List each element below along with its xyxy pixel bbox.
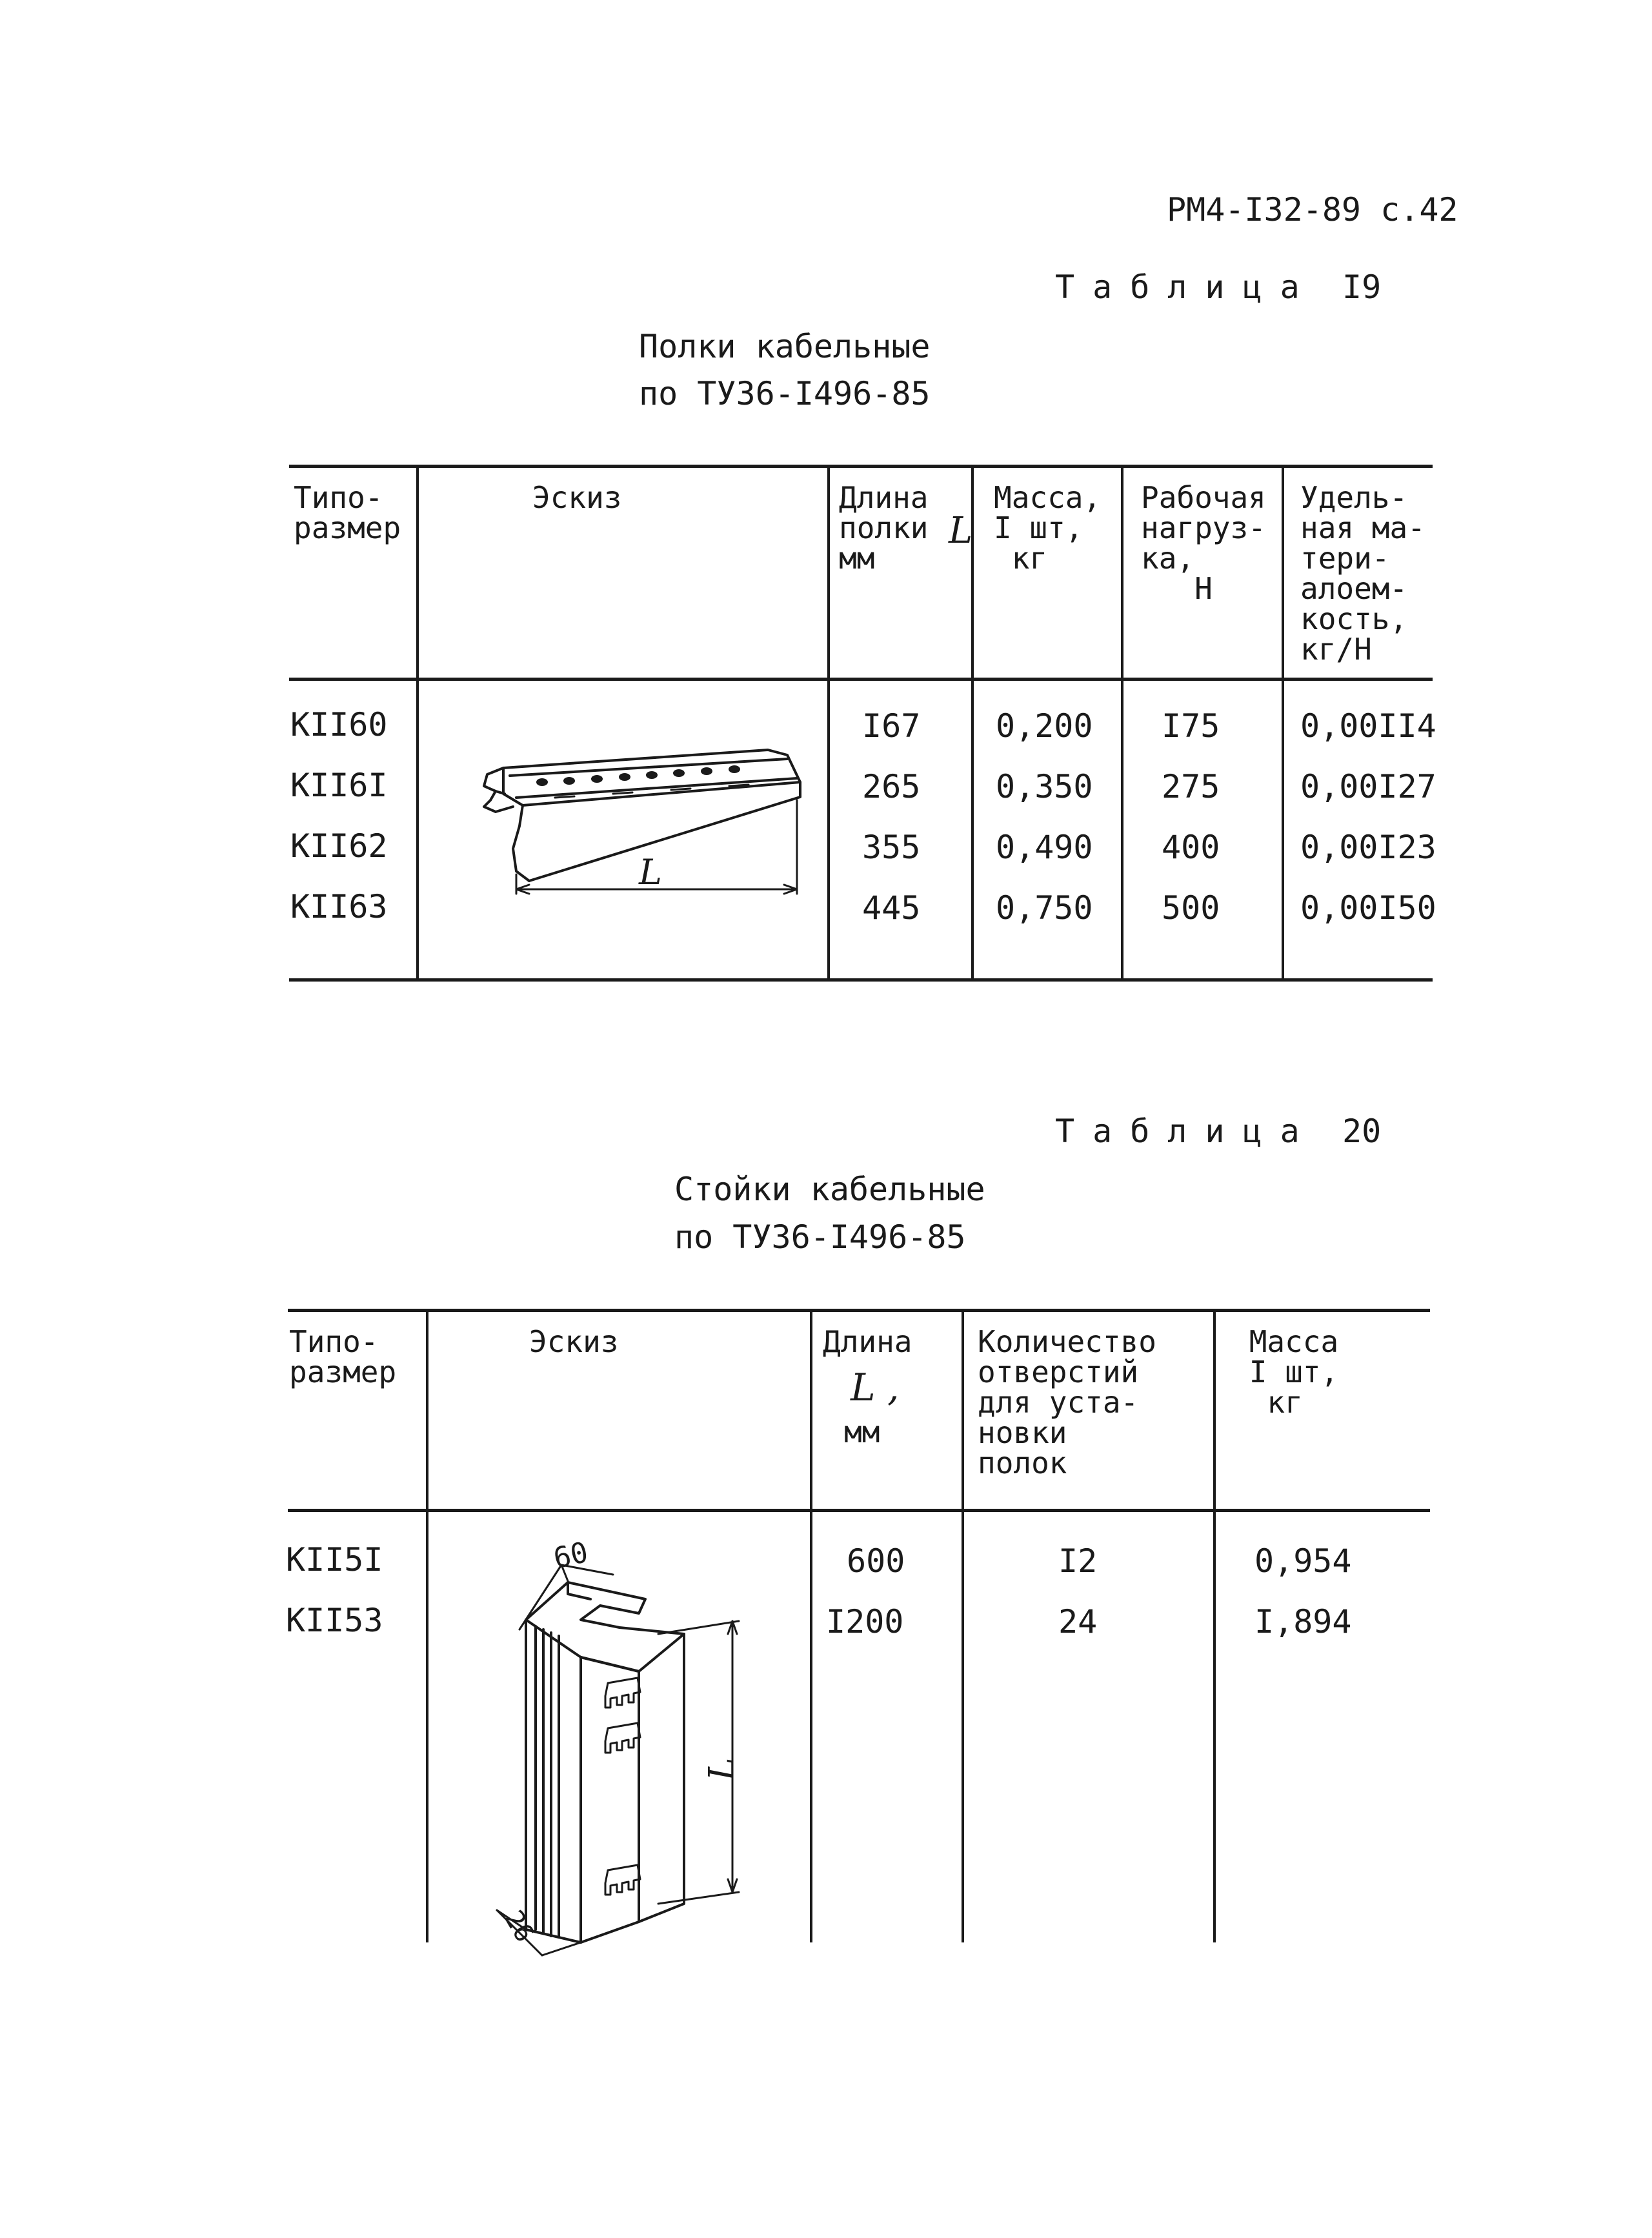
table19-cell-mass: 0,750 xyxy=(996,889,1093,927)
table19-header-sketch: Эскиз xyxy=(532,480,622,515)
table19-col-divider xyxy=(1282,466,1284,980)
post-length-dimension: L xyxy=(701,1757,742,1781)
table19-header-load: Рабочая нагруз- ка, Н xyxy=(1141,480,1266,606)
table19-number: I9 xyxy=(1342,268,1382,306)
table19-cell-type: КII60 xyxy=(290,706,388,743)
table20-header-typesize: Типо- размер xyxy=(289,1324,397,1389)
table20-cell-length: I200 xyxy=(826,1603,904,1640)
table19-cell-load: 275 xyxy=(1162,768,1220,805)
shelf-dimension-label: L xyxy=(639,852,662,892)
table19-cell-length: 445 xyxy=(862,889,921,927)
table19-cell-type: КII6I xyxy=(290,767,388,804)
table19-bottom-rule xyxy=(289,978,1433,982)
table19-cell-specific: 0,00I27 xyxy=(1300,768,1436,805)
table20-header-length: Длина xyxy=(823,1324,912,1359)
table19-top-rule xyxy=(289,465,1433,468)
post-width-dimension: 60 xyxy=(550,1536,591,1575)
table19-cell-mass: 0,350 xyxy=(996,768,1093,805)
table20-title-line1: Стойки кабельные xyxy=(674,1171,985,1208)
table19-header-mass: Масса, I шт, кг xyxy=(994,480,1102,576)
table19-cell-specific: 0,00II4 xyxy=(1300,707,1436,745)
table19-cell-specific: 0,00I50 xyxy=(1300,889,1436,927)
table20-cell-mass: 0,954 xyxy=(1254,1542,1352,1580)
table20-cell-length: 600 xyxy=(847,1542,905,1580)
table20-header-length-symbol: L , xyxy=(851,1366,900,1409)
table19-header-rule xyxy=(289,678,1433,681)
table20-cell-type: КII53 xyxy=(286,1602,383,1639)
table19-header-specific: Удель- ная ма- тери- алоем- кость, кг/Н xyxy=(1300,480,1425,667)
table20-title-line2: по ТУ36-I496-85 xyxy=(674,1218,966,1256)
table20-cell-holes: 24 xyxy=(1058,1603,1098,1640)
table20-header-length-unit: мм xyxy=(844,1415,880,1449)
table20-col-divider xyxy=(810,1310,812,1942)
table20-cell-mass: I,894 xyxy=(1254,1603,1352,1640)
table19-cell-specific: 0,00I23 xyxy=(1300,829,1436,866)
table19-cell-length: I67 xyxy=(862,707,921,745)
table19-cell-load: 500 xyxy=(1162,889,1220,927)
table19-cell-mass: 0,200 xyxy=(996,707,1093,745)
table20-col-divider xyxy=(962,1310,964,1942)
table20-cell-holes: I2 xyxy=(1058,1542,1098,1580)
cable-post-sketch xyxy=(471,1523,768,1962)
table19-header-typesize: Типо- размер xyxy=(294,480,401,545)
table19-col-divider xyxy=(1121,466,1123,980)
table20-number: 20 xyxy=(1342,1113,1382,1150)
table19-cell-type: КII63 xyxy=(290,888,388,925)
table19-cell-type: КII62 xyxy=(290,827,388,865)
table19-header-length: Длина полки мм xyxy=(839,480,929,576)
table19-title-line2: по ТУ36-I496-85 xyxy=(639,375,931,412)
table19-header-length-symbol: L xyxy=(949,510,973,552)
table20-header-sketch: Эскиз xyxy=(529,1324,619,1359)
table20-header-rule xyxy=(288,1509,1430,1512)
table19-cell-load: I75 xyxy=(1162,707,1220,745)
table19-col-divider xyxy=(827,466,830,980)
table20-header-mass: Масса I шт, кг xyxy=(1249,1324,1339,1420)
table20-col-divider xyxy=(426,1310,428,1942)
table19-col-divider xyxy=(416,466,419,980)
table20-header-holes: Количество отверстий для уста- новки полок xyxy=(978,1324,1156,1480)
table19-label: Таблица xyxy=(1055,268,1318,306)
post-depth-dimension: 26 xyxy=(498,1905,540,1948)
page-header: РМ4-I32-89 с.42 xyxy=(1167,191,1458,228)
table19-cell-mass: 0,490 xyxy=(996,829,1093,866)
table20-cell-type: КII5I xyxy=(286,1541,383,1578)
table19-cell-length: 355 xyxy=(862,829,921,866)
table19-cell-length: 265 xyxy=(862,768,921,805)
table20-top-rule xyxy=(288,1309,1430,1312)
table20-col-divider xyxy=(1213,1310,1216,1942)
table19-cell-load: 400 xyxy=(1162,829,1220,866)
table20-label: Таблица xyxy=(1055,1113,1318,1150)
table19-title-line1: Полки кабельные xyxy=(639,328,931,365)
